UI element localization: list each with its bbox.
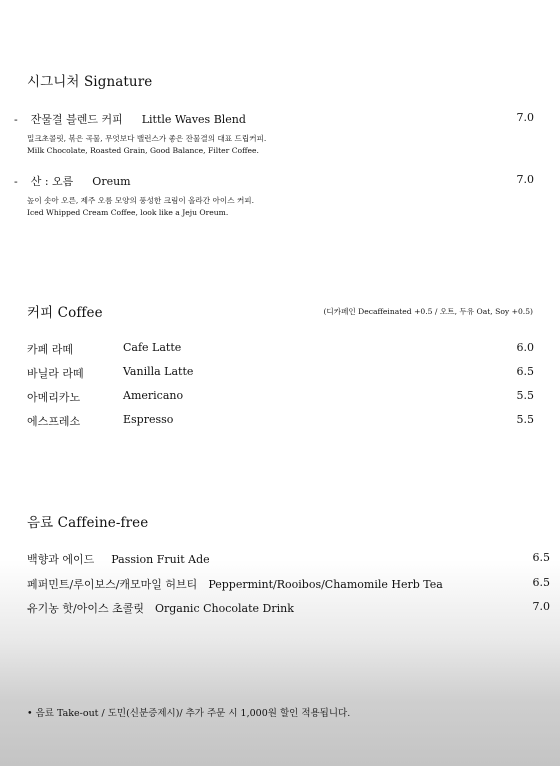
footer-discount-note: • 음료 Take-out / 도민(신분증제시)/ 추가 주문 시 1,000원 할인 적용됩니다. bbox=[27, 708, 351, 719]
item-name-en: Peppermint/Rooibos/Chamomile Herb Tea bbox=[208, 578, 443, 591]
item-name-en: Oreum bbox=[92, 175, 131, 188]
drinks-section-title: 음료 Caffeine-free bbox=[27, 515, 149, 531]
item-bullet: - bbox=[14, 175, 18, 188]
item-price: 5.5 bbox=[516, 389, 534, 402]
item-price: 5.5 bbox=[516, 413, 534, 426]
item-description-ko: 높이 솟아 오른, 제주 오름 모양의 풍성한 크림이 올라간 아이스 커피. bbox=[27, 196, 255, 205]
item-bullet: - bbox=[14, 113, 18, 126]
item-name-en: Cafe Latte bbox=[123, 341, 182, 354]
item-name-ko: 페퍼민트/루이보스/캐모마일 허브티 bbox=[27, 578, 198, 591]
coffee-options-note: (디카페인 Decaffeinated +0.5 / 오트, 두유 Oat, Soy +0.5) bbox=[323, 307, 533, 316]
item-name-ko: 유기농 핫/아이스 초콜릿 bbox=[27, 602, 144, 615]
item-price: 7.0 bbox=[532, 600, 550, 613]
item-description-ko: 밀크초콜릿, 볶은 곡물, 무엇보다 밸런스가 좋은 잔물결의 대표 드립커피. bbox=[27, 134, 267, 143]
item-price: 6.0 bbox=[516, 341, 534, 354]
item-description-en: Milk Chocolate, Roasted Grain, Good Balance, Filter Coffee. bbox=[27, 146, 259, 155]
item-price: 6.5 bbox=[532, 576, 550, 589]
signature-section-title: 시그니처 Signature bbox=[27, 74, 153, 90]
item-name-ko: 아메리카노 bbox=[27, 391, 81, 404]
item-name-ko: 카페 라떼 bbox=[27, 343, 74, 356]
item-price: 6.5 bbox=[516, 365, 534, 378]
item-description-en: Iced Whipped Cream Coffee, look like a Jeju Oreum. bbox=[27, 208, 229, 217]
item-price: 7.0 bbox=[516, 173, 534, 186]
item-name-en: Passion Fruit Ade bbox=[111, 553, 210, 566]
item-name-ko: 바닐라 라떼 bbox=[27, 367, 84, 380]
item-name-en: Espresso bbox=[123, 413, 174, 426]
item-name-ko: 잔물결 블렌드 커피 bbox=[30, 113, 123, 126]
item-name-ko: 백향과 에이드 bbox=[27, 553, 95, 566]
item-name-en: Vanilla Latte bbox=[123, 365, 194, 378]
item-name-en: Organic Chocolate Drink bbox=[154, 602, 294, 615]
item-name-ko: 산 : 오름 bbox=[30, 175, 74, 188]
item-name-ko: 에스프레소 bbox=[27, 415, 81, 428]
item-name-en: Americano bbox=[123, 389, 184, 402]
coffee-section-title: 커피 Coffee bbox=[27, 305, 103, 321]
item-price: 6.5 bbox=[532, 551, 550, 564]
item-name-en: Little Waves Blend bbox=[141, 113, 246, 126]
item-price: 7.0 bbox=[516, 111, 534, 124]
